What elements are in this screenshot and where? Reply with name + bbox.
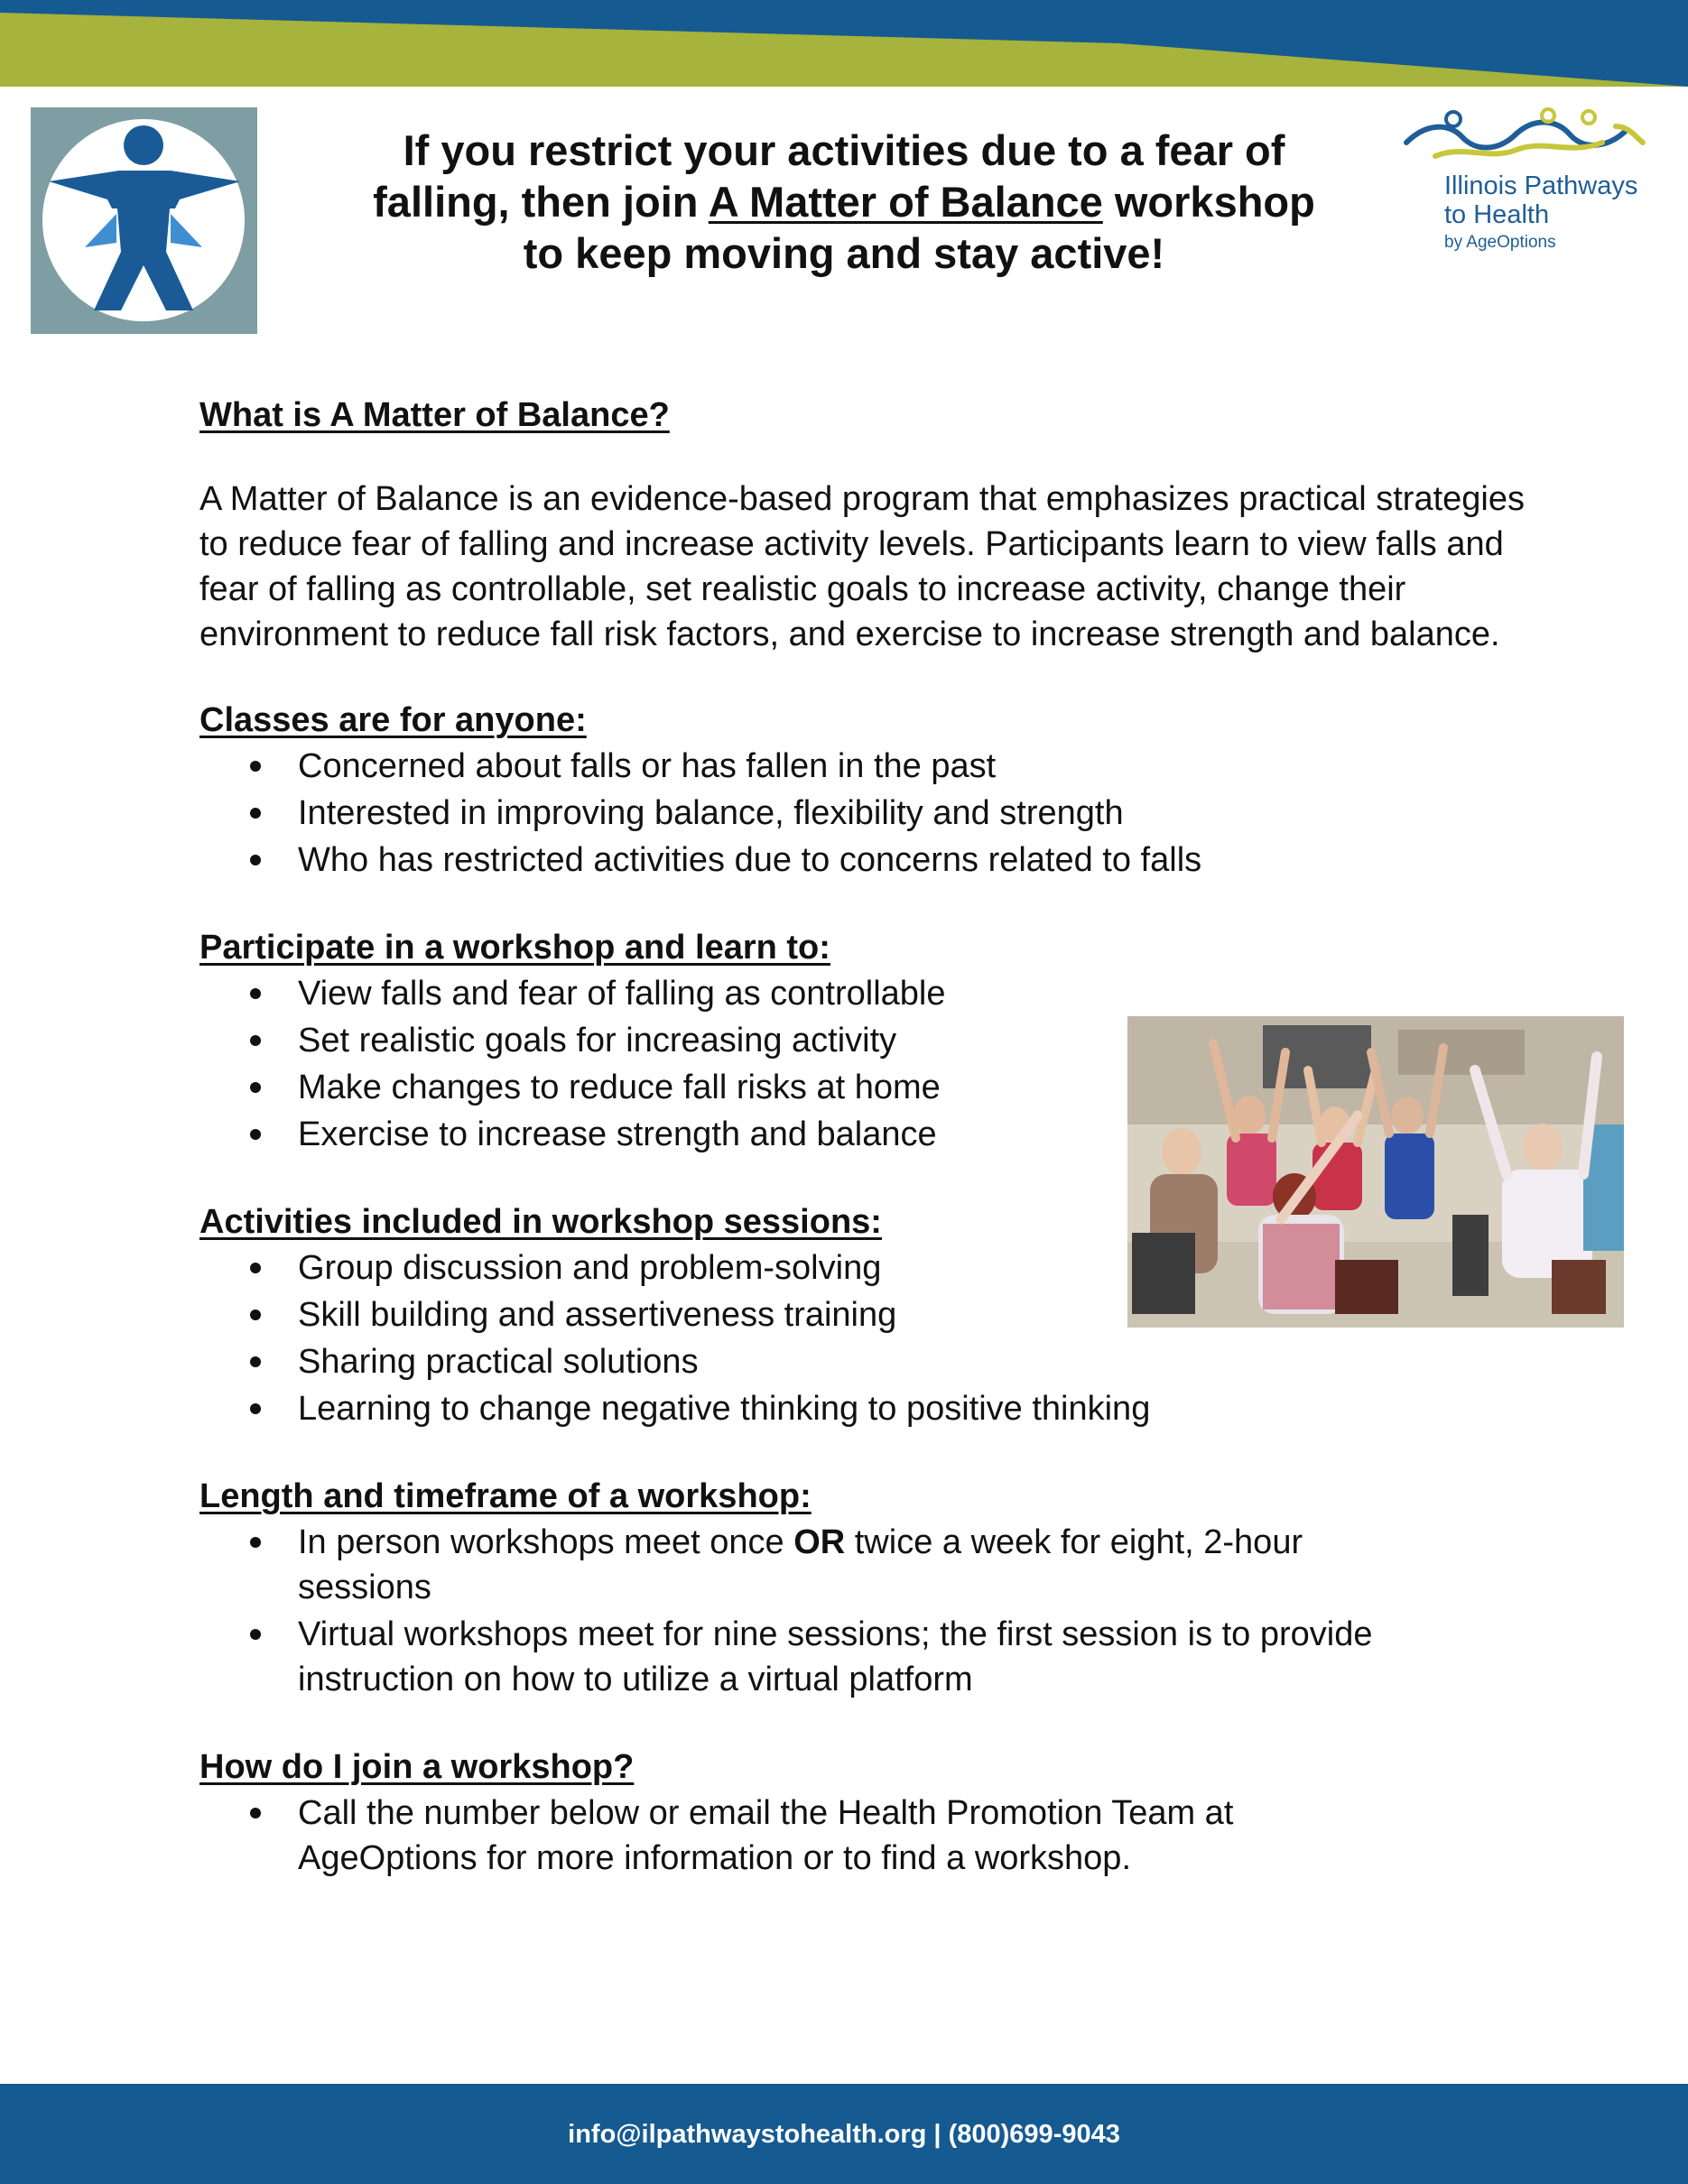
list-item: Concerned about falls or has fallen in the past <box>199 744 1526 789</box>
partner-name-line-2: to Health <box>1444 200 1550 229</box>
section-heading-anyone: Classes are for anyone: <box>199 701 587 739</box>
bullet-icon <box>250 1403 261 1414</box>
footer-contact: info@ilpathwaystohealth.org | (800)699-9043 <box>568 2120 1120 2149</box>
section-heading-learn: Participate in a workshop and learn to: <box>199 929 830 967</box>
section-heading-activities: Activities included in workshop sessions: <box>199 1203 882 1241</box>
section-heading-what: What is A Matter of Balance? <box>199 396 670 434</box>
list-item: Call the number below or email the Health Promotion Team at AgeOptions for more information or to find a workshop. <box>199 1791 1400 1881</box>
list-item: Make changes to reduce fall risks at home <box>199 1065 1526 1110</box>
exercise-class-photo <box>1127 1016 1624 1328</box>
bullet-icon <box>250 1263 261 1273</box>
section-heading-join: How do I join a workshop? <box>199 1748 635 1786</box>
title-line-2-post: workshop <box>1102 178 1315 226</box>
list-length <box>199 1520 1400 1702</box>
bullet-icon <box>250 1537 261 1548</box>
list-item: Set realistic goals for increasing activity <box>199 1018 1526 1063</box>
bullet-icon <box>250 1309 261 1320</box>
partner-name-line-1: Illinois Pathways <box>1444 171 1638 200</box>
title-line-2-pre: falling, then join <box>373 178 709 226</box>
bullet-icon <box>250 761 261 772</box>
bullet-icon <box>250 808 261 819</box>
list-item: Interested in improving balance, flexibility and strength <box>199 791 1526 836</box>
page-title <box>325 125 1363 279</box>
bullet-icon <box>250 1808 261 1818</box>
bullet-icon <box>250 1356 261 1367</box>
title-line-3: to keep moving and stay active! <box>523 229 1165 277</box>
bullet-icon <box>250 1082 261 1093</box>
bullet-icon <box>250 855 261 865</box>
list-item: View falls and fear of falling as controllable <box>199 971 1526 1016</box>
section-heading-length: Length and timeframe of a workshop: <box>199 1477 812 1515</box>
title-line-1: If you restrict your activities due to a fear of <box>403 126 1285 174</box>
bullet-icon <box>250 988 261 999</box>
partner-logo <box>1399 106 1661 260</box>
list-join <box>199 1791 1400 1881</box>
top-color-band <box>0 0 1688 87</box>
list-item: Sharing practical solutions <box>199 1339 1526 1384</box>
bullet-icon <box>250 1629 261 1640</box>
list-item: Who has restricted activities due to concerns related to falls <box>199 838 1526 883</box>
bullet-icon <box>250 1035 261 1046</box>
person-figure-icon <box>31 107 257 334</box>
list-item: Learning to change negative thinking to positive thinking <box>199 1386 1526 1431</box>
partner-byline: by AgeOptions <box>1444 233 1556 252</box>
list-item: Skill building and assertiveness training <box>199 1292 1526 1337</box>
list-item: Virtual workshops meet for nine sessions; the first session is to provide instruction on how to utilize a virtual platform <box>199 1612 1400 1702</box>
pathways-wave-icon <box>1399 106 1661 170</box>
list-item: Exercise to increase strength and balance <box>199 1112 1526 1157</box>
program-name-link: A Matter of Balance <box>708 178 1103 226</box>
list-anyone <box>199 744 1526 883</box>
footer-bar <box>0 2084 1688 2184</box>
list-item: Group discussion and problem-solving <box>199 1245 1526 1291</box>
bullet-icon <box>250 1129 261 1140</box>
title-line-2 <box>325 176 1363 227</box>
list-item: In person workshops meet once OR twice a week for eight, 2-hour sessions <box>199 1520 1400 1610</box>
section-paragraph-what: A Matter of Balance is an evidence-based program that emphasizes practical strategies to reduce fear of falling and increase activity levels. Participants learn to view falls and fear of falling as controllable, set realistic goals to increase activity, change their environment to reduce fall risk factors, and exercise to increase strength and balance. <box>199 480 1525 653</box>
